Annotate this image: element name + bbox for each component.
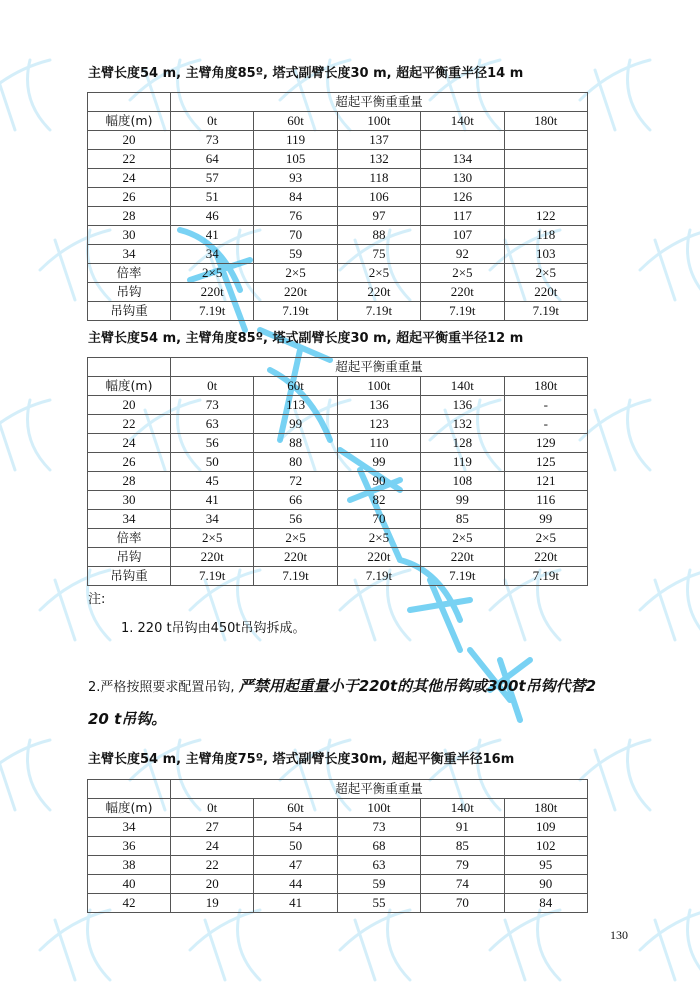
table-cell: 70: [254, 226, 337, 245]
table-cell: 90: [504, 875, 587, 894]
row-header: 幅度(m): [88, 112, 171, 131]
table-cell: [504, 169, 587, 188]
table-cell: 76: [254, 207, 337, 226]
table-cell: 88: [254, 434, 337, 453]
table-cell: 103: [504, 245, 587, 264]
table-cell: 59: [337, 875, 420, 894]
table-cell: 47: [254, 856, 337, 875]
group-header: 超起平衡重重量: [171, 358, 588, 377]
table-row: [88, 169, 588, 188]
row-label: 24: [88, 434, 171, 453]
corner-cell: [88, 780, 171, 799]
column-header: 140t: [421, 377, 504, 396]
table-cell: 2×5: [337, 529, 420, 548]
row-label: 22: [88, 150, 171, 169]
table-cell: 22: [171, 856, 254, 875]
header-row: [88, 93, 588, 112]
table-cell: 99: [254, 415, 337, 434]
table-cell: 88: [337, 226, 420, 245]
table-cell: 93: [254, 169, 337, 188]
table-cell: 80: [254, 453, 337, 472]
table-cell: 119: [254, 131, 337, 150]
load-table-1: [87, 92, 588, 321]
table-cell: 73: [171, 396, 254, 415]
row-label: 36: [88, 837, 171, 856]
table-cell: 220t: [337, 548, 420, 567]
header-row: [88, 780, 588, 799]
table-row: [88, 548, 588, 567]
column-header: 180t: [504, 799, 587, 818]
column-header: 100t: [337, 112, 420, 131]
row-label: 26: [88, 188, 171, 207]
table-cell: 132: [337, 150, 420, 169]
watermark-stroke: [490, 910, 560, 980]
table-cell: 2×5: [254, 264, 337, 283]
table-cell: 74: [421, 875, 504, 894]
table-cell: 70: [421, 894, 504, 913]
table-caption: 主臂长度54 m, 主臂角度85º, 塔式副臂长度30 m, 超起平衡重半径14 m: [88, 66, 524, 81]
table-cell: 75: [337, 245, 420, 264]
note-item-2-emphasis-cont: 20 t吊钩。: [88, 710, 167, 728]
watermark-stroke: [190, 910, 260, 980]
table-cell: 7.19t: [337, 302, 420, 321]
table-cell: 84: [254, 188, 337, 207]
table-cell: 108: [421, 472, 504, 491]
table-cell: 2×5: [171, 529, 254, 548]
table-cell: 92: [421, 245, 504, 264]
row-label: 吊钩重: [88, 567, 171, 586]
watermark-stroke: [0, 740, 50, 810]
table-cell: 125: [504, 453, 587, 472]
table-row: [88, 207, 588, 226]
row-label: 20: [88, 131, 171, 150]
table-cell: 85: [421, 510, 504, 529]
table-cell: 97: [337, 207, 420, 226]
row-label: 40: [88, 875, 171, 894]
row-label: 38: [88, 856, 171, 875]
table-cell: 220t: [504, 283, 587, 302]
table-cell: 136: [421, 396, 504, 415]
watermark-stroke: [640, 230, 700, 300]
table-cell: 45: [171, 472, 254, 491]
row-label: 34: [88, 510, 171, 529]
table-row: [88, 894, 588, 913]
table-cell: [421, 131, 504, 150]
row-label: 吊钩: [88, 548, 171, 567]
table-cell: 63: [171, 415, 254, 434]
table-row: [88, 567, 588, 586]
table-cell: [504, 131, 587, 150]
header-row: [88, 377, 588, 396]
table-cell: 41: [254, 894, 337, 913]
table-cell: 7.19t: [254, 302, 337, 321]
table-cell: 99: [337, 453, 420, 472]
table-caption: 主臂长度54 m, 主臂角度85º, 塔式副臂长度30 m, 超起平衡重半径12 m: [88, 331, 524, 346]
table-cell: 121: [504, 472, 587, 491]
table-cell: 34: [171, 245, 254, 264]
table-cell: 70: [337, 510, 420, 529]
table-row: [88, 818, 588, 837]
table-row: [88, 264, 588, 283]
table-cell: 107: [421, 226, 504, 245]
row-label: 42: [88, 894, 171, 913]
table-cell: 95: [504, 856, 587, 875]
table-cell: 99: [504, 510, 587, 529]
table-cell: 63: [337, 856, 420, 875]
table-cell: 106: [337, 188, 420, 207]
table-cell: 2×5: [337, 264, 420, 283]
watermark-stroke: [0, 400, 50, 470]
table-cell: 220t: [171, 283, 254, 302]
watermark-stroke: [0, 60, 50, 130]
row-label: 34: [88, 245, 171, 264]
table-cell: 220t: [504, 548, 587, 567]
column-header: 60t: [254, 377, 337, 396]
table-cell: 220t: [254, 548, 337, 567]
watermark-stroke: [580, 400, 650, 470]
table-cell: 50: [254, 837, 337, 856]
table-row: [88, 302, 588, 321]
table-row: [88, 510, 588, 529]
column-header: 180t: [504, 377, 587, 396]
corner-cell: [88, 93, 171, 112]
table-cell: 41: [171, 491, 254, 510]
table-cell: 91: [421, 818, 504, 837]
row-label: 28: [88, 207, 171, 226]
table-cell: 64: [171, 150, 254, 169]
watermark-stroke: [640, 910, 700, 980]
table-cell: 56: [171, 434, 254, 453]
table-cell: 59: [254, 245, 337, 264]
load-table-2: [87, 357, 588, 586]
row-label: 26: [88, 453, 171, 472]
row-label: 吊钩: [88, 283, 171, 302]
table-cell: 7.19t: [504, 567, 587, 586]
table-cell: 73: [171, 131, 254, 150]
column-header: 140t: [421, 799, 504, 818]
table-row: [88, 856, 588, 875]
table-cell: 2×5: [421, 529, 504, 548]
table-cell: 220t: [337, 283, 420, 302]
watermark-stroke: [40, 910, 110, 980]
table-cell: 2×5: [421, 264, 504, 283]
table-cell: 7.19t: [421, 302, 504, 321]
page-number: 130: [610, 928, 628, 942]
table-cell: 136: [337, 396, 420, 415]
row-label: 34: [88, 818, 171, 837]
column-header: 100t: [337, 799, 420, 818]
table-cell: [504, 150, 587, 169]
table-row: [88, 226, 588, 245]
table-row: [88, 150, 588, 169]
table-cell: 7.19t: [254, 567, 337, 586]
row-header: 幅度(m): [88, 377, 171, 396]
watermark-stroke: [580, 60, 650, 130]
column-header: 60t: [254, 799, 337, 818]
table-cell: 220t: [254, 283, 337, 302]
table-row: [88, 875, 588, 894]
table-row: [88, 396, 588, 415]
table-cell: 44: [254, 875, 337, 894]
table-row: [88, 283, 588, 302]
table-cell: 68: [337, 837, 420, 856]
row-label: 倍率: [88, 264, 171, 283]
row-label: 20: [88, 396, 171, 415]
row-label: 30: [88, 226, 171, 245]
table-cell: 220t: [421, 548, 504, 567]
table-row: [88, 131, 588, 150]
header-row: [88, 799, 588, 818]
table-cell: 57: [171, 169, 254, 188]
table-cell: 82: [337, 491, 420, 510]
table-cell: 7.19t: [171, 302, 254, 321]
table-cell: 119: [421, 453, 504, 472]
group-header: 超起平衡重重量: [171, 780, 588, 799]
table-cell: 123: [337, 415, 420, 434]
table-cell: 126: [421, 188, 504, 207]
table-row: [88, 837, 588, 856]
watermark-stroke: [340, 910, 410, 980]
table-cell: 109: [504, 818, 587, 837]
table-cell: 24: [171, 837, 254, 856]
table-cell: 72: [254, 472, 337, 491]
note-item-2: [88, 677, 596, 697]
table-cell: 137: [337, 131, 420, 150]
table-caption: 主臂长度54 m, 主臂角度75º, 塔式副臂长度30m, 超起平衡重半径16m: [88, 752, 515, 767]
table-row: [88, 453, 588, 472]
table-cell: 220t: [171, 548, 254, 567]
table-cell: 50: [171, 453, 254, 472]
table-cell: 220t: [421, 283, 504, 302]
table-row: [88, 415, 588, 434]
table-cell: [504, 188, 587, 207]
table-cell: 84: [504, 894, 587, 913]
column-header: 0t: [171, 377, 254, 396]
column-header: 140t: [421, 112, 504, 131]
table-cell: 79: [421, 856, 504, 875]
table-cell: 7.19t: [421, 567, 504, 586]
table-cell: 66: [254, 491, 337, 510]
table-cell: 2×5: [254, 529, 337, 548]
note-item-2-emphasis: 严禁用起重量小于220t的其他吊钩或300t吊钩代替2: [238, 677, 597, 695]
table-cell: 34: [171, 510, 254, 529]
row-label: 22: [88, 415, 171, 434]
group-header: 超起平衡重重量: [171, 93, 588, 112]
table-cell: 90: [337, 472, 420, 491]
table-cell: 105: [254, 150, 337, 169]
column-header: 100t: [337, 377, 420, 396]
table-cell: 19: [171, 894, 254, 913]
watermark-stroke: [580, 740, 650, 810]
column-header: 180t: [504, 112, 587, 131]
table-cell: 2×5: [504, 529, 587, 548]
table-cell: -: [504, 396, 587, 415]
table-cell: 134: [421, 150, 504, 169]
table-cell: 46: [171, 207, 254, 226]
table-row: [88, 491, 588, 510]
table-cell: -: [504, 415, 587, 434]
table-cell: 132: [421, 415, 504, 434]
table-cell: 41: [171, 226, 254, 245]
column-header: 0t: [171, 112, 254, 131]
table-cell: 117: [421, 207, 504, 226]
table-cell: 130: [421, 169, 504, 188]
table-cell: 118: [337, 169, 420, 188]
table-cell: 102: [504, 837, 587, 856]
table-cell: 51: [171, 188, 254, 207]
row-label: 倍率: [88, 529, 171, 548]
note-item-2-plain: 2.严格按照要求配置吊钩,: [88, 680, 235, 695]
row-label: 吊钩重: [88, 302, 171, 321]
column-header: 60t: [254, 112, 337, 131]
table-row: [88, 472, 588, 491]
table-cell: 128: [421, 434, 504, 453]
table-cell: 2×5: [504, 264, 587, 283]
table-cell: 20: [171, 875, 254, 894]
row-label: 30: [88, 491, 171, 510]
row-label: 28: [88, 472, 171, 491]
table-cell: 122: [504, 207, 587, 226]
table-row: [88, 434, 588, 453]
table-row: [88, 529, 588, 548]
watermark-stroke: [640, 570, 700, 640]
column-header: 0t: [171, 799, 254, 818]
table-row: [88, 188, 588, 207]
header-row: [88, 112, 588, 131]
table-cell: 113: [254, 396, 337, 415]
table-cell: 110: [337, 434, 420, 453]
table-row: [88, 245, 588, 264]
notes-heading: 注:: [88, 592, 106, 607]
table-cell: 73: [337, 818, 420, 837]
table-cell: 129: [504, 434, 587, 453]
table-cell: 7.19t: [337, 567, 420, 586]
table-cell: 7.19t: [171, 567, 254, 586]
table-cell: 99: [421, 491, 504, 510]
table-cell: 7.19t: [504, 302, 587, 321]
table-cell: 27: [171, 818, 254, 837]
row-header: 幅度(m): [88, 799, 171, 818]
table-cell: 116: [504, 491, 587, 510]
table-cell: 56: [254, 510, 337, 529]
table-cell: 118: [504, 226, 587, 245]
table-cell: 85: [421, 837, 504, 856]
load-table-3: [87, 779, 588, 913]
note-item-1: 1. 220 t吊钩由450t吊钩拆成。: [121, 621, 306, 636]
row-label: 24: [88, 169, 171, 188]
corner-cell: [88, 358, 171, 377]
table-cell: 54: [254, 818, 337, 837]
table-cell: 55: [337, 894, 420, 913]
table-cell: 2×5: [171, 264, 254, 283]
header-row: [88, 358, 588, 377]
